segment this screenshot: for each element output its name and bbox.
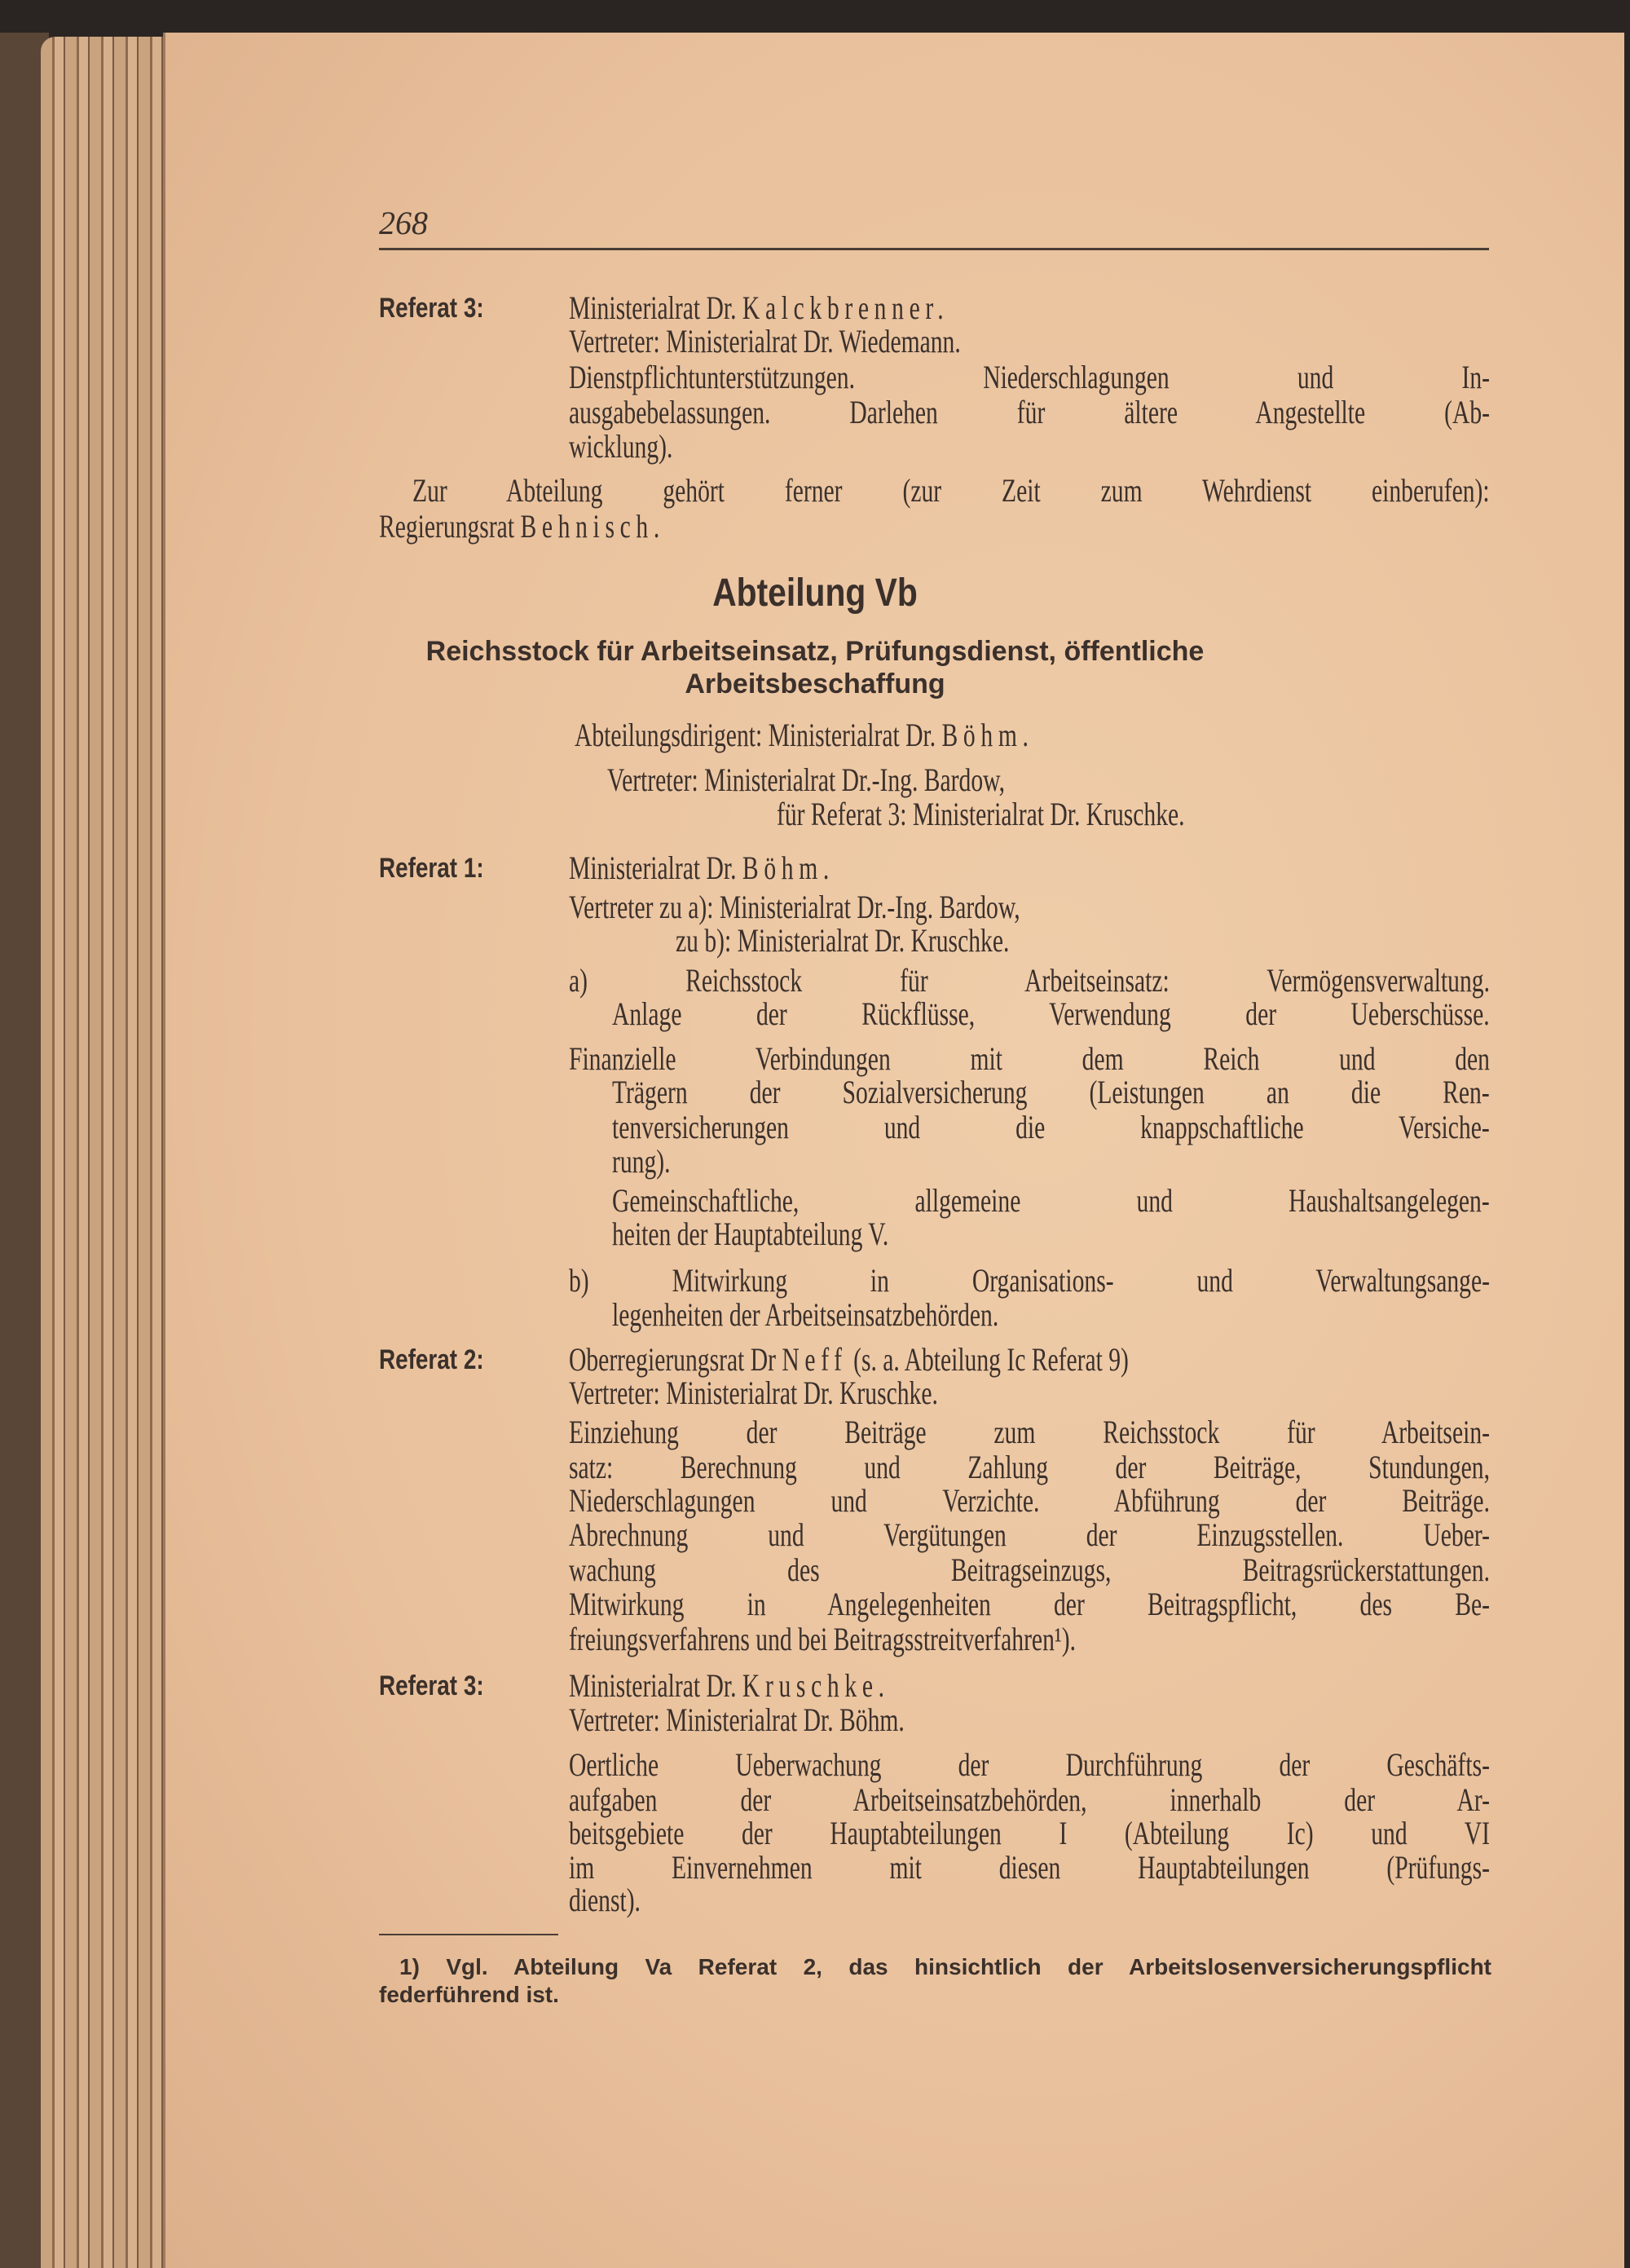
text-line: wachung des Beitragseinzugs, Beitragsrückerstattungen. [569, 1551, 1490, 1588]
text-line: Niederschlagungen und Verzichte. Abführung der Beiträge. [569, 1482, 1490, 1519]
text: Abteilungsdirigent: Ministerialrat Dr. [575, 717, 936, 753]
person-name: Behnisch. [520, 508, 665, 545]
text-line: wicklung). [569, 428, 673, 465]
header-rule [379, 248, 1489, 250]
text-line: im Einvernehmen mit diesen Hauptabteilungen (Prüfungs- [569, 1849, 1490, 1886]
text-line [569, 289, 949, 327]
text-line: Zur Abteilung gehört ferner (zur Zeit zum Wehrdienst einberufen): [412, 472, 1490, 509]
person-name: Neff [782, 1341, 848, 1378]
text-line: Finanzielle Verbindungen mit dem Reich und den [569, 1040, 1490, 1077]
text: Regierungsrat [379, 508, 515, 545]
section-subtitle: Arbeitsbeschaffung [685, 668, 945, 699]
text-line [569, 1341, 1129, 1379]
text-line: Dienstpflichtunterstützungen. Niederschlagungen und In- [569, 359, 1490, 395]
text: Ministerialrat Dr. [569, 1667, 737, 1704]
text-line: Anlage der Rückflüsse, Verwendung der Ueberschüsse. [612, 995, 1490, 1032]
person-name: Kalckbrenner. [742, 289, 949, 326]
text-line: freiungsverfahrens und bei Beitragsstreitverfahren¹). [569, 1621, 1077, 1657]
referat-label: Referat 3: [379, 1670, 484, 1701]
text-line: tenversicherungen und die knappschaftliche Versiche- [612, 1109, 1490, 1145]
text-line: aufgaben der Arbeitseinsatzbehörden, innerhalb der Ar- [569, 1781, 1490, 1818]
referat-label: Referat 3: [379, 293, 484, 324]
text-line: a) Reichsstock für Arbeitseinsatz: Vermögensverwaltung. [569, 962, 1490, 999]
referat-label: Referat 2: [379, 1344, 484, 1375]
text-line: Vertreter: Ministerialrat Dr. Wiedemann. [569, 323, 961, 360]
person-name: Böhm. [941, 717, 1034, 753]
text-line [575, 717, 1034, 754]
footnote-rule [379, 1934, 558, 1935]
footnote-line: federführend ist. [379, 1982, 559, 2007]
text-line: heiten der Hauptabteilung V. [612, 1216, 889, 1252]
text-line: Trägern der Sozialversicherung (Leistungen an die Ren- [612, 1074, 1490, 1110]
text-line: Vertreter: Ministerialrat Dr. Kruschke. [569, 1374, 938, 1411]
text-line: Mitwirkung in Angelegenheiten der Beitragspflicht, des Be- [569, 1586, 1490, 1622]
page-number: 268 [379, 205, 428, 241]
text-line: Vertreter: Ministerialrat Dr. Böhm. [569, 1701, 905, 1738]
text: Ministerialrat Dr. [569, 289, 737, 326]
section-subtitle: Reichsstock für Arbeitseinsatz, Prüfungsdienst, öffentliche [425, 636, 1205, 667]
text-line: beitsgebiete der Hauptabteilungen I (Abteilung Ic) und VI [569, 1815, 1490, 1851]
text-line [569, 1667, 890, 1705]
text-line: Vertreter zu a): Ministerialrat Dr.-Ing. Bardow, [569, 889, 1020, 925]
text-line: b) Mitwirkung in Organisations- und Verwaltungsange- [569, 1262, 1490, 1299]
text: (s. a. Abteilung Ic Referat 9) [853, 1341, 1129, 1378]
text-line: Einziehung der Beiträge zum Reichsstock für Arbeitsein- [569, 1414, 1490, 1450]
text-line: ausgabebelassungen. Darlehen für ältere Angestellte (Ab- [569, 394, 1490, 430]
text-line: Abrechnung und Vergütungen der Einzugsstellen. Ueber- [569, 1516, 1490, 1553]
text-line: für Referat 3: Ministerialrat Dr. Kruschke. [777, 796, 1185, 832]
text: Ministerialrat Dr. [569, 849, 737, 886]
text-line: rung). [612, 1143, 671, 1180]
text-line: dienst). [569, 1882, 641, 1918]
text-line: Vertreter: Ministerialrat Dr.-Ing. Bardow, [607, 761, 1005, 798]
text: Oberregierungsrat Dr [569, 1341, 776, 1378]
text-line [379, 508, 665, 545]
person-name: Kruschke. [742, 1667, 890, 1704]
section-title: Abteilung Vb [712, 571, 918, 615]
text-line: Oertliche Ueberwachung der Durchführung der Geschäfts- [569, 1746, 1490, 1783]
text-line: satz: Berechnung und Zahlung der Beiträge, Stundungen, [569, 1449, 1490, 1485]
text-line: legenheiten der Arbeitseinsatzbehörden. [612, 1296, 999, 1333]
footnote-line: 1) Vgl. Abteilung Va Referat 2, das hinsichtlich der Arbeitslosenversicherungspflicht [399, 1954, 1491, 1979]
text-line: Gemeinschaftliche, allgemeine und Haushaltsangelegen- [612, 1182, 1490, 1219]
text-line [569, 849, 835, 887]
person-name: Böhm. [742, 849, 835, 886]
text-line: zu b): Ministerialrat Dr. Kruschke. [676, 922, 1010, 959]
referat-label: Referat 1: [379, 853, 484, 884]
